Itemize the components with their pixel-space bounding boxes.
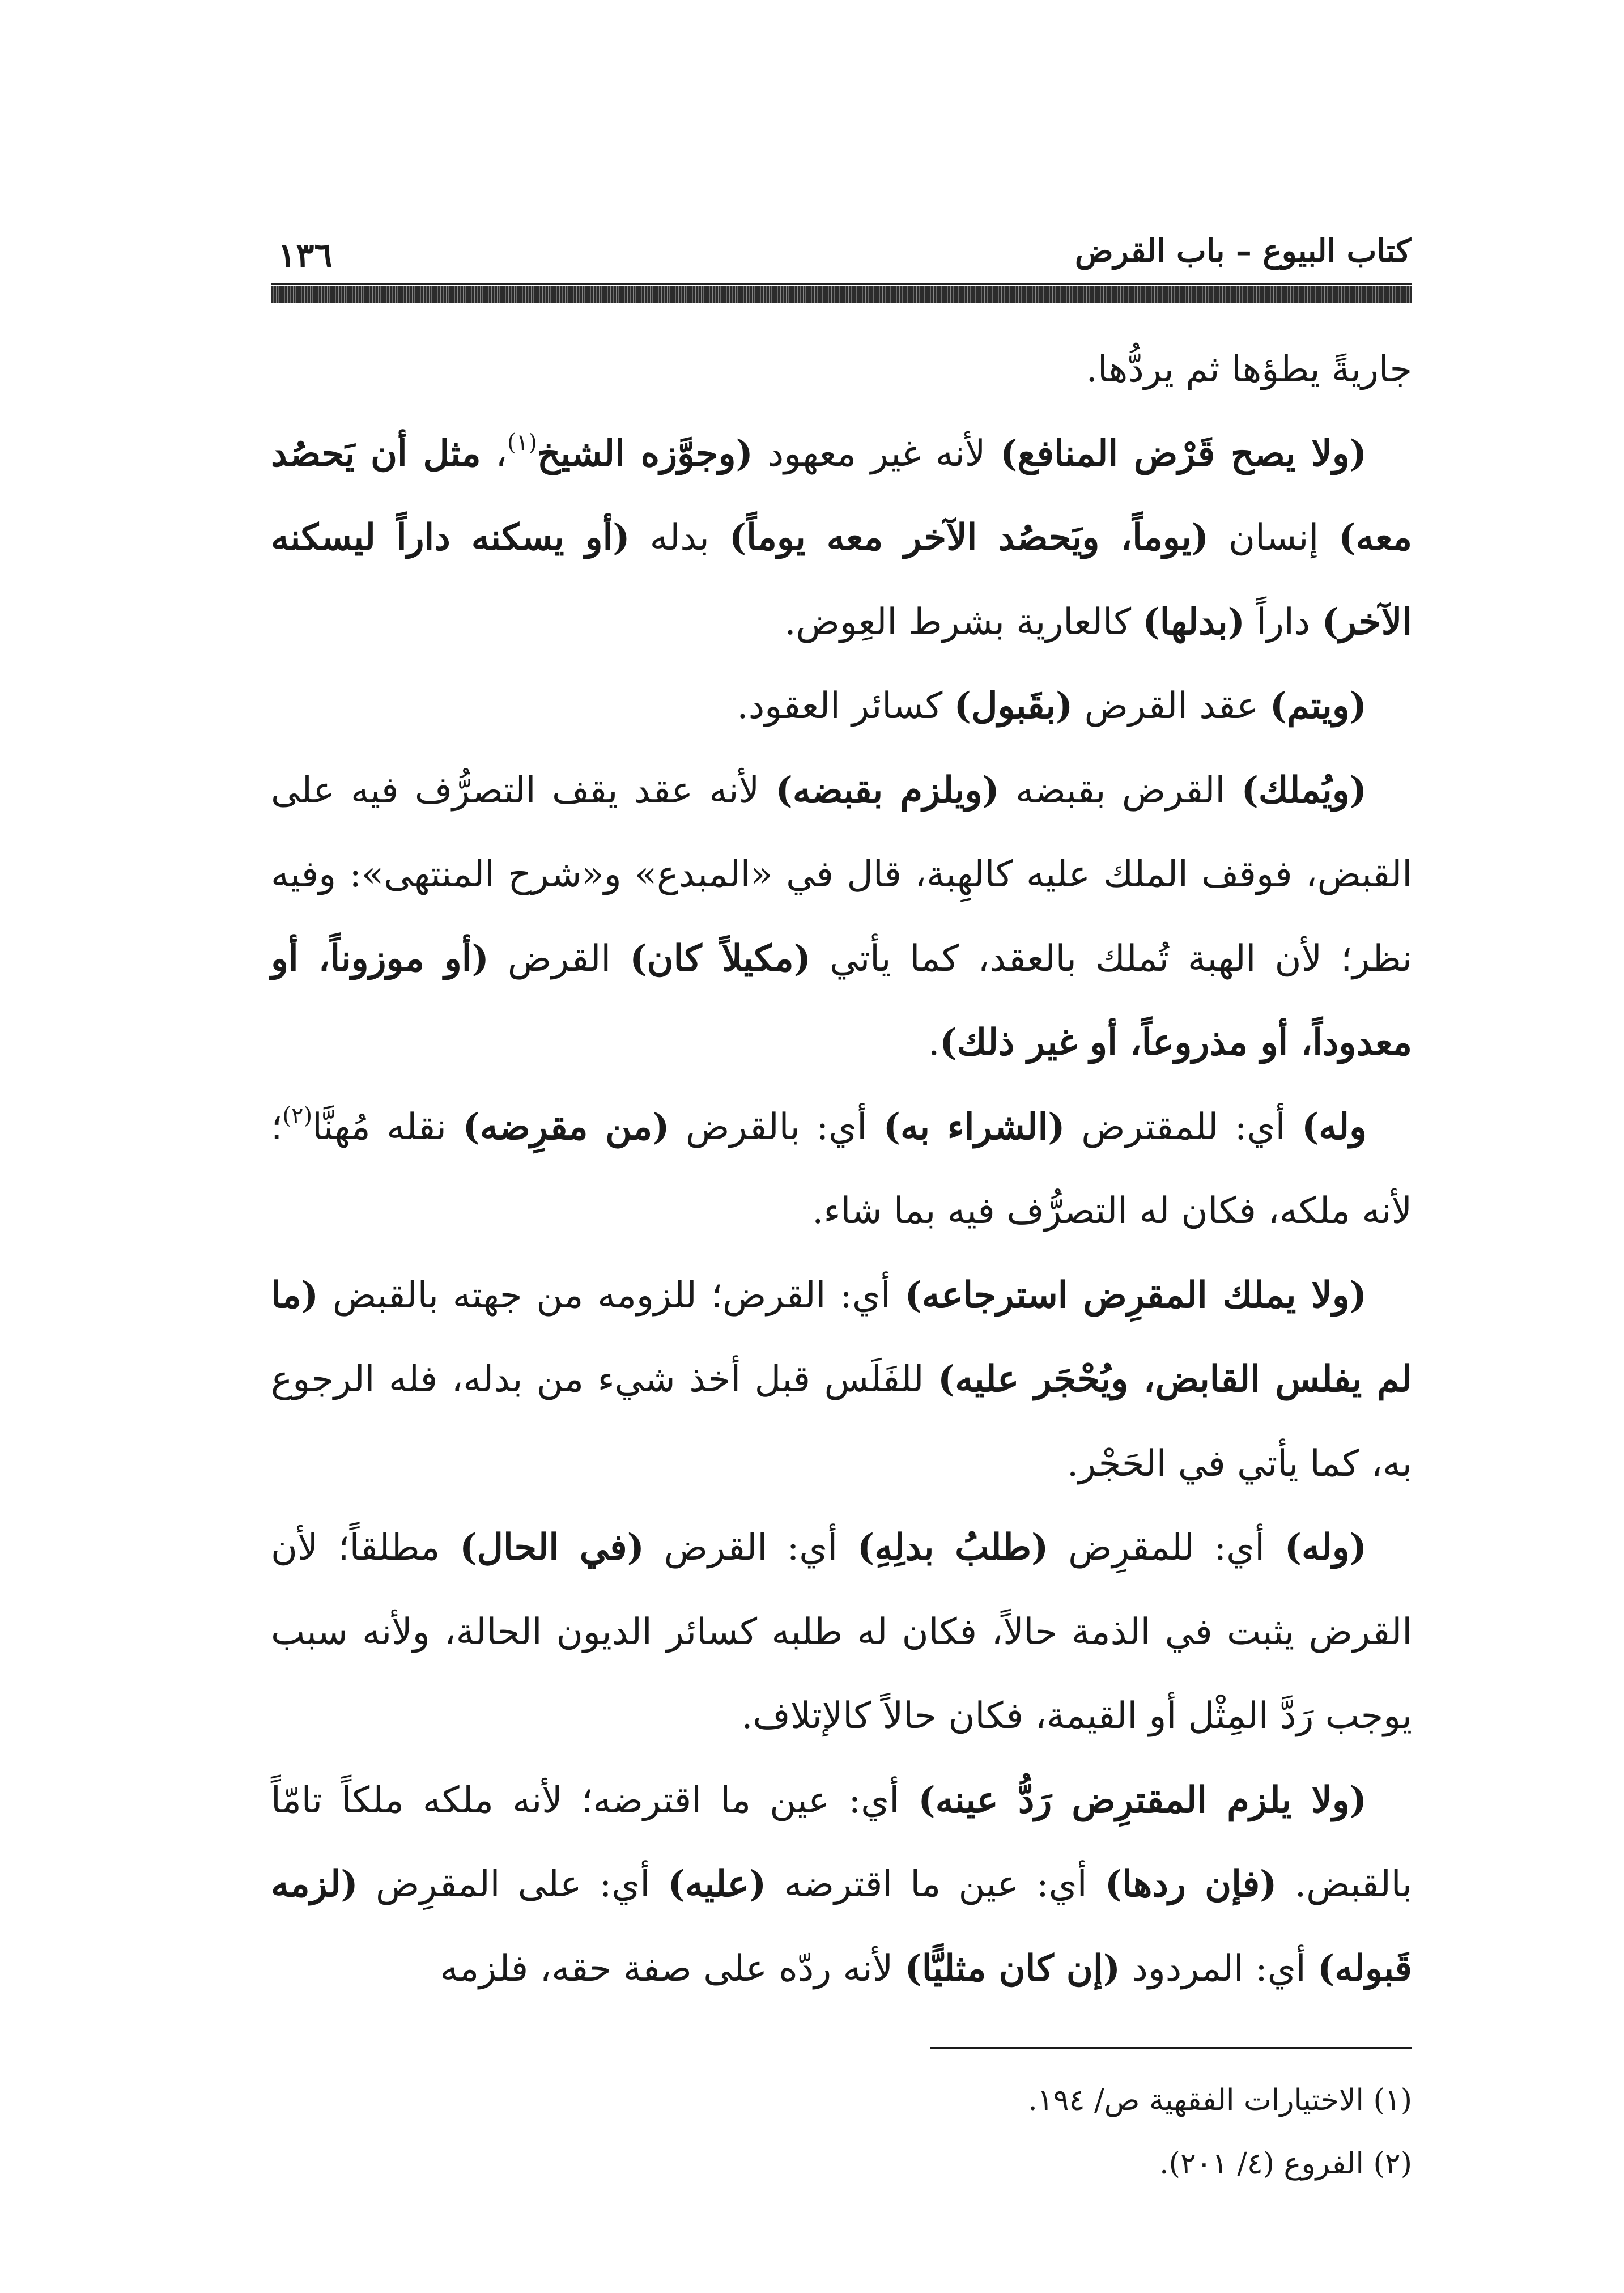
text-run: . — [928, 1022, 940, 1064]
text-run: أي: القرض — [644, 1527, 857, 1569]
paragraph — [271, 1506, 1412, 1759]
header-rule — [271, 286, 1412, 303]
matn-text: (ولا يلزم المقترِض رَدُّ عينه) — [918, 1778, 1367, 1821]
paragraph — [271, 412, 1412, 665]
matn-text: (الشراء به) — [883, 1105, 1065, 1148]
text-run: نقله مُهنَّا — [312, 1106, 463, 1148]
matn-text: (ويلزم بقبضه) — [775, 768, 1000, 812]
chapter-title: كتاب البيوع – باب القرض — [1074, 232, 1411, 270]
text-run: ؛ لأنه ملكه، فكان له التصرُّف فيه بما شاء. — [271, 1106, 1412, 1232]
text-run: أي: عين ما اقترضه — [766, 1863, 1105, 1905]
text-run: جاريةً يطؤها ثم يردُّها. — [1086, 349, 1412, 390]
main-text — [271, 328, 1412, 2011]
matn-text: (ما لم يفلس القابض، ويُحْجَر عليه) — [271, 1273, 1413, 1400]
matn-text: (ولا يصح قَرْض المنافع) — [1000, 432, 1367, 475]
paragraph — [271, 664, 1412, 749]
text-run: لأنه غير معهود — [753, 432, 1001, 475]
text-run: القرض بقبضه — [999, 769, 1242, 812]
matn-text: (ويتم) — [1269, 685, 1367, 727]
text-run: أي: للمقترض — [1065, 1106, 1302, 1148]
text-run: للفَلَس قبل أخذ شيء من بدله، فله الرجوع به، كما يأتي في الحَجْر. — [271, 1358, 1412, 1485]
matn-text: (عليه) — [668, 1863, 767, 1905]
paragraph — [271, 749, 1412, 1085]
matn-text: (طلبُ بدلِهِ) — [857, 1526, 1049, 1569]
matn-text: (إن كان مثليًّا) — [904, 1947, 1120, 1990]
text-run: أي: القرض؛ للزومه من جهته بالقبض — [318, 1274, 905, 1317]
text-run: ، — [481, 432, 508, 475]
matn-text: (لزمه قَبوله) — [271, 1863, 1412, 1990]
matn-text: مثل أن يَحصُد معه) — [271, 432, 1413, 559]
page-number: ١٣٦ — [278, 236, 333, 275]
text-run: أي: عين ما اقترضه؛ لأنه ملكه ملكاً تامّاً بالقبض. — [271, 1779, 1413, 1905]
footnote-marker: (٢) — [282, 1102, 313, 1129]
matn-text: (وله) — [1284, 1526, 1367, 1569]
paragraph — [271, 1085, 1412, 1254]
paragraph — [271, 1759, 1412, 2011]
text-run: إنسان — [1209, 517, 1339, 559]
paragraph — [271, 328, 1412, 412]
matn-text: (مكيلاً كان) — [630, 937, 811, 980]
text-run: عقد القرض — [1073, 685, 1270, 727]
matn-text: (بقَبول) — [954, 685, 1073, 727]
text-run: داراً — [1244, 601, 1322, 643]
matn-text: (وجوَّزه الشيخ — [537, 432, 753, 475]
matn-text: وله) — [1302, 1105, 1367, 1148]
text-run: القرض — [488, 937, 630, 980]
text-run: مطلقاً؛ لأن القرض يثبت في الذمة حالاً، فكان له طلبه كسائر الديون الحالة، ولأنه سبب يوجب رَدَّ المِثْل أو القيمة، فكان حالاً كالإتلاف. — [271, 1527, 1412, 1737]
paragraph — [271, 1254, 1412, 1506]
text-run: كسائر العقود. — [737, 685, 954, 727]
matn-text: (ويُملك) — [1241, 768, 1367, 812]
footnotes — [271, 2069, 1412, 2196]
matn-text: (ولا يملك المقرِض استرجاعه) — [904, 1273, 1367, 1317]
matn-text: (أو موزوناً، أو معدوداً، أو مذروعاً، أو غير ذلك) — [271, 937, 1412, 1064]
matn-text: (في الحال) — [460, 1526, 644, 1569]
matn-text: (من مقرِضه) — [462, 1105, 670, 1148]
running-header — [272, 215, 1411, 278]
matn-text: (يوماً، ويَحصُد الآخر معه يوماً) — [729, 516, 1209, 559]
footnote: (١) الاختيارات الفقهية ص/ ١٩٤. — [1028, 2083, 1412, 2117]
text-run: كالعارية بشرط العِوض. — [784, 601, 1143, 643]
text-run: أي: بالقرض — [669, 1106, 883, 1148]
footnote: (٢) الفروع (٤/ ٢٠١). — [1159, 2147, 1412, 2181]
footnote-separator — [930, 2047, 1412, 2049]
footnote-marker: (١) — [507, 429, 537, 456]
text-run: أي: على المقرِض — [358, 1863, 668, 1905]
text-run: أي: المردود — [1120, 1947, 1317, 1990]
matn-text: (أو يسكنه داراً ليسكنه الآخر) — [271, 516, 1412, 643]
matn-text: (فإن ردها) — [1104, 1863, 1277, 1905]
text-run: لأنه ردّه على صفة حقه، فلزمه — [440, 1947, 905, 1990]
text-run: بدله — [630, 517, 729, 559]
matn-text: (بدلها) — [1142, 600, 1245, 643]
text-run: أي: للمقرِض — [1048, 1527, 1285, 1569]
text-run: لأنه عقد يقف التصرُّف فيه على القبض، فوقف الملك عليه كالهِبة، قال في «المبدع» و«شرح المنتهى»: وفيه نظر؛ لأن الهبة تُملك بالعقد، كما يأتي — [271, 769, 1413, 980]
